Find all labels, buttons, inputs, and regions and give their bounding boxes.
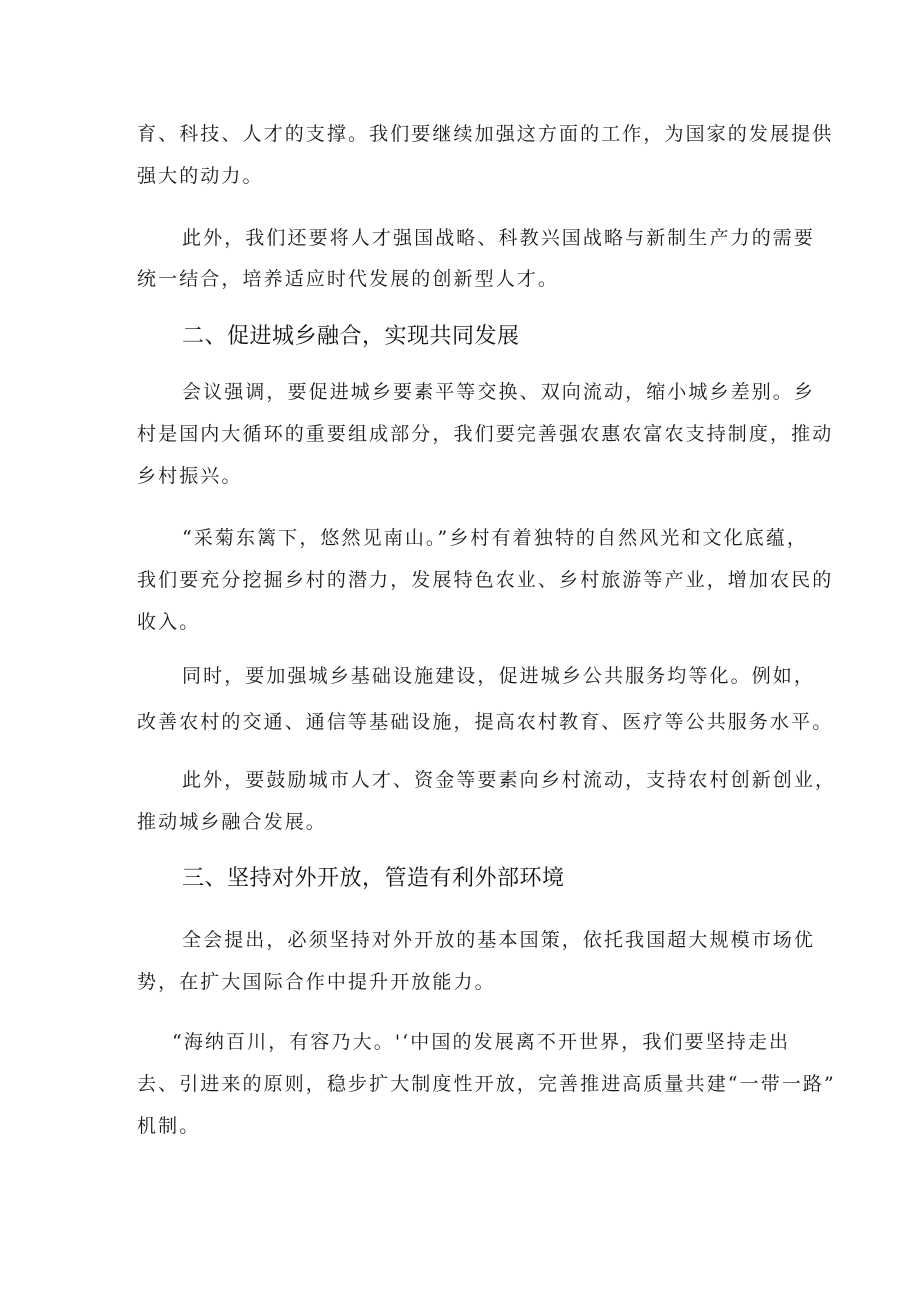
body-text-line: 同时，要加强城乡基础设施建设，促进城乡公共服务均等化。例如， <box>182 665 816 687</box>
body-text-line: 统一结合，培养适应时代发展的创新型人才。 <box>137 268 560 290</box>
body-text-line: 全会提出，必须坚持对外开放的基本国策，依托我国超大规模市场优 <box>182 929 816 951</box>
body-text-line: 村是国内大循环的重要组成部分，我们要完善强农惠农富农支持制度，推动 <box>137 423 834 445</box>
body-text-line: 收入。 <box>137 611 201 633</box>
body-text-line: 机制。 <box>137 1115 201 1137</box>
body-text-line: 乡村振兴。 <box>137 465 243 487</box>
body-text-line: 势，在扩大国际合作中提升开放能力。 <box>137 971 496 993</box>
body-text-line: 改善农村的交通、通信等基础设施，提高农村教育、医疗等公共服务水平。 <box>137 711 834 733</box>
body-text-line: 此外，要鼓励城市人才、资金等要素向乡村流动，支持农村创新创业， <box>182 769 837 791</box>
section-heading: 三、坚持对外开放，管造有利外部环境 <box>182 866 565 891</box>
body-text-line: 此外，我们还要将人才强国战略、科教兴国战略与新制生产力的需要 <box>182 227 816 249</box>
body-text-line: 会议强调，要促进城乡要素平等交换、双向流动，缩小城乡差别。乡 <box>182 381 816 403</box>
body-text-line: 推动城乡融合发展。 <box>137 811 327 833</box>
body-text-line: 强大的动力。 <box>137 165 264 187</box>
body-text-line: 我们要充分挖掘乡村的潜力，发展特色农业、乡村旅游等产业，增加农民的 <box>137 569 834 591</box>
body-text-line: “采菊东篱下，悠然见南山。”乡村有着独特的自然风光和文化底蕴， <box>182 527 809 549</box>
body-text-line: “海纳百川，有容乃大。'‘中国的发展离不开世界，我们要坚持走出 <box>172 1031 791 1053</box>
section-heading: 二、促进城乡融合，实现共同发展 <box>182 324 520 349</box>
body-text-line: 去、引进来的原则，稳步扩大制度性开放，完善推进高质量共建“一带一路” <box>137 1073 836 1095</box>
body-text-line: 育、科技、人才的支撑。我们要继续加强这方面的工作，为国家的发展提供 <box>137 123 834 145</box>
